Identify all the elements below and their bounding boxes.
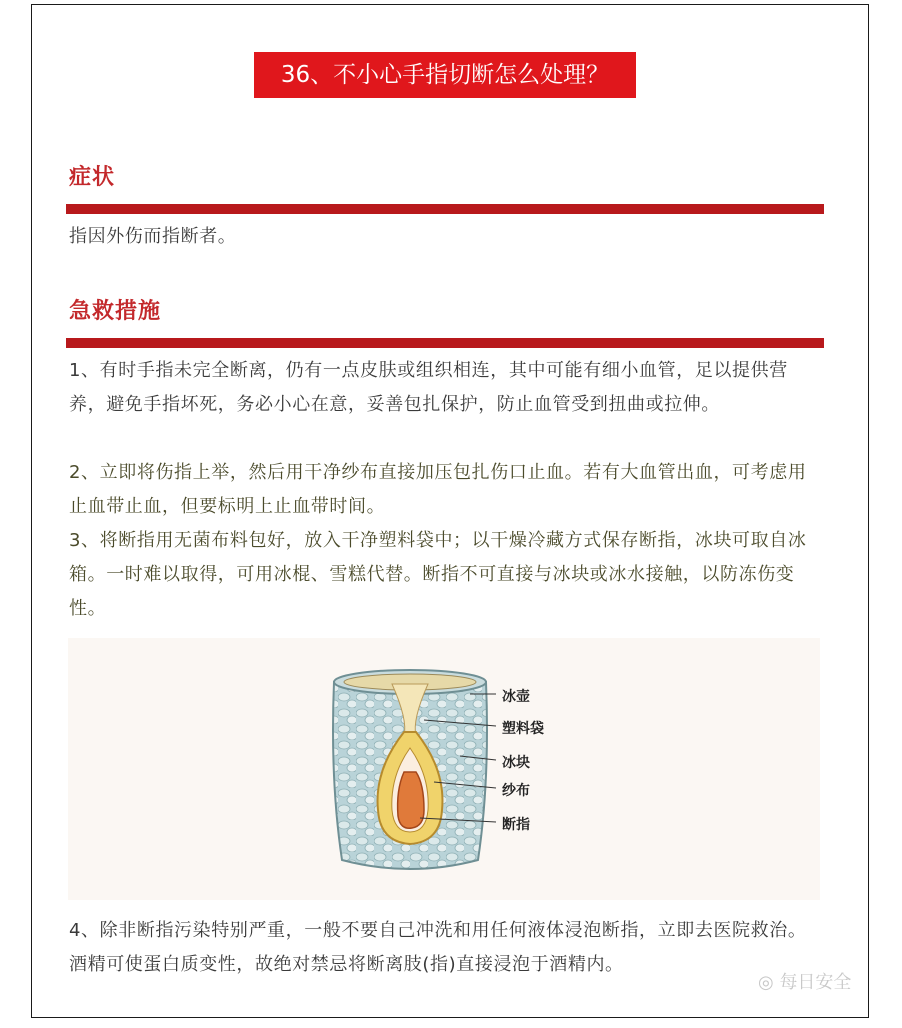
step-3: 3、将断指用无菌布料包好，放入干净塑料袋中；以干燥冷藏方式保存断指，冰块可取自冰箱。一时难以取得，可用冰棍、雪糕代替。断指不可直接与冰块或冰水接触，以防冻伤变性。 [69, 530, 807, 619]
step-2: 2、立即将伤指上举，然后用干净纱布直接加压包扎伤口止血。若有大血管出血，可考虑用止血带止血，但要标明上止血带时间。 [69, 462, 807, 517]
figure-label-ice-pot: 冰壶 [502, 689, 530, 705]
section-heading-first-aid: 急救措施 [69, 299, 162, 324]
figure-label-gauze: 纱布 [502, 783, 530, 799]
section-divider [66, 204, 824, 214]
step-1: 1、有时手指未完全断离，仍有一点皮肤或组织相连，其中可能有细小血管，足以提供营养，避免手指坏死，务必小心在意，妥善包扎保护，防止血管受到扭曲或拉伸。 [69, 360, 788, 415]
step-4: 4、除非断指污染特别严重，一般不要自己冲洗和用任何液体浸泡断指，立即去医院救治。酒精可使蛋白质变性，故绝对禁忌将断离肢(指)直接浸泡于酒精内。 [69, 920, 807, 975]
wechat-icon: ◎ [758, 972, 780, 993]
figure-label-ice-cubes: 冰块 [502, 755, 530, 771]
figure-label-severed-finger: 断指 [502, 817, 530, 833]
figure-label-plastic-bag: 塑料袋 [502, 721, 544, 737]
section-heading-symptoms: 症状 [69, 165, 116, 190]
watermark [758, 968, 851, 994]
symptoms-text: 指因外伤而指断者。 [69, 226, 237, 247]
watermark-text: 每日安全 [779, 972, 852, 993]
section-divider [66, 338, 824, 348]
page-title: 36、不小心手指切断怎么处理？ [254, 52, 636, 98]
